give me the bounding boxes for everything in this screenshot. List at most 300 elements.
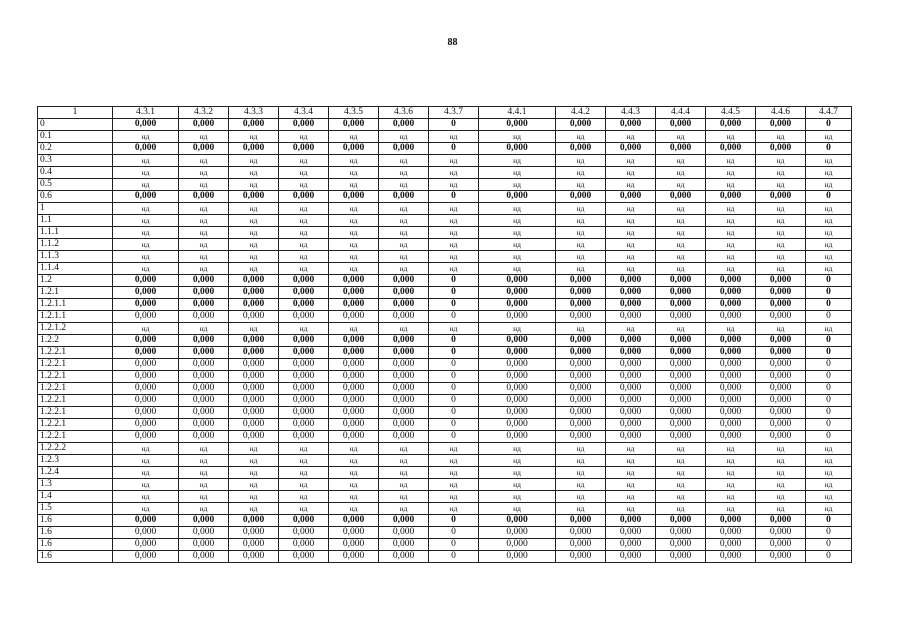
value-cell: нд (179, 215, 229, 227)
value-cell: 0,000 (229, 551, 279, 563)
value-cell: нд (379, 251, 429, 263)
value-cell: 0,000 (479, 419, 556, 431)
value-cell: нд (656, 239, 706, 251)
value-cell: нд (229, 131, 279, 143)
value-cell: 0,000 (656, 275, 706, 287)
value-cell: нд (179, 263, 229, 275)
value-cell: нд (479, 479, 556, 491)
table-row (38, 335, 852, 347)
value-cell: нд (479, 263, 556, 275)
value-cell: 0,000 (556, 287, 606, 299)
value-cell: нд (379, 455, 429, 467)
value-cell: 0,000 (179, 419, 229, 431)
value-cell: 0,000 (756, 551, 806, 563)
value-cell: 0,000 (479, 347, 556, 359)
data-table (37, 106, 852, 563)
value-cell: 0 (429, 431, 479, 443)
value-cell: 0,000 (379, 119, 429, 131)
row-id-cell: 0.5 (38, 179, 113, 191)
value-cell: 0,000 (179, 431, 229, 443)
table-row (38, 323, 852, 335)
value-cell: 0,000 (329, 347, 379, 359)
value-cell: 0,000 (179, 299, 229, 311)
value-cell: нд (379, 131, 429, 143)
table-row (38, 203, 852, 215)
header-cell: 4.3.1 (113, 107, 179, 119)
value-cell: 0,000 (606, 119, 656, 131)
table-row (38, 467, 852, 479)
value-cell: нд (479, 215, 556, 227)
value-cell: 0,000 (479, 287, 556, 299)
value-cell: 0,000 (556, 311, 606, 323)
header-cell: 1 (38, 107, 113, 119)
value-cell: 0,000 (229, 119, 279, 131)
value-cell: нд (479, 179, 556, 191)
value-cell: нд (279, 491, 329, 503)
value-cell: 0,000 (113, 407, 179, 419)
value-cell: 0,000 (113, 335, 179, 347)
value-cell: нд (556, 179, 606, 191)
value-cell: нд (179, 455, 229, 467)
value-cell: нд (556, 455, 606, 467)
value-cell: нд (329, 251, 379, 263)
value-cell: нд (279, 467, 329, 479)
value-cell: 0,000 (113, 539, 179, 551)
value-cell: 0,000 (329, 431, 379, 443)
value-cell: нд (179, 203, 229, 215)
value-cell: нд (606, 227, 656, 239)
value-cell: 0,000 (379, 419, 429, 431)
value-cell: нд (113, 503, 179, 515)
value-cell: нд (656, 455, 706, 467)
value-cell: 0 (806, 119, 852, 131)
value-cell: 0,000 (556, 539, 606, 551)
row-id-cell: 1 (38, 203, 113, 215)
value-cell: 0 (429, 347, 479, 359)
value-cell: 0,000 (706, 191, 756, 203)
value-cell: нд (556, 227, 606, 239)
value-cell: нд (429, 167, 479, 179)
row-id-cell: 1.1.2 (38, 239, 113, 251)
value-cell: 0,000 (656, 119, 706, 131)
value-cell: нд (429, 323, 479, 335)
value-cell: 0,000 (279, 143, 329, 155)
value-cell: нд (806, 503, 852, 515)
value-cell: 0,000 (279, 119, 329, 131)
value-cell: 0,000 (279, 275, 329, 287)
value-cell: нд (806, 179, 852, 191)
value-cell: нд (229, 239, 279, 251)
value-cell: 0,000 (279, 287, 329, 299)
value-cell: 0 (806, 311, 852, 323)
value-cell: нд (379, 503, 429, 515)
value-cell: нд (379, 491, 429, 503)
value-cell: нд (656, 131, 706, 143)
value-cell: нд (556, 203, 606, 215)
value-cell: 0,000 (379, 287, 429, 299)
value-cell: 0,000 (179, 395, 229, 407)
value-cell: 0,000 (329, 119, 379, 131)
value-cell: нд (379, 203, 429, 215)
value-cell: 0,000 (606, 539, 656, 551)
value-cell: нд (179, 443, 229, 455)
value-cell: нд (756, 491, 806, 503)
value-cell: нд (229, 155, 279, 167)
value-cell: 0,000 (656, 515, 706, 527)
value-cell: 0 (429, 407, 479, 419)
value-cell: 0 (806, 359, 852, 371)
row-id-cell: 1.5 (38, 503, 113, 515)
value-cell: 0 (429, 371, 479, 383)
value-cell: нд (656, 167, 706, 179)
value-cell: 0,000 (113, 395, 179, 407)
value-cell: нд (656, 155, 706, 167)
value-cell: нд (229, 323, 279, 335)
value-cell: 0,000 (706, 383, 756, 395)
value-cell: 0,000 (179, 347, 229, 359)
value-cell: 0,000 (279, 383, 329, 395)
value-cell: 0,000 (606, 335, 656, 347)
value-cell: нд (179, 503, 229, 515)
row-id-cell: 1.2.1 (38, 287, 113, 299)
value-cell: нд (556, 323, 606, 335)
value-cell: 0,000 (329, 551, 379, 563)
value-cell: 0,000 (556, 371, 606, 383)
value-cell: нд (706, 323, 756, 335)
value-cell: нд (756, 203, 806, 215)
value-cell: 0 (429, 287, 479, 299)
value-cell: 0,000 (606, 287, 656, 299)
table-row (38, 251, 852, 263)
value-cell: 0,000 (606, 359, 656, 371)
value-cell: 0,000 (113, 311, 179, 323)
value-cell: 0,000 (556, 143, 606, 155)
value-cell: 0,000 (706, 407, 756, 419)
value-cell: нд (379, 227, 429, 239)
value-cell: 0,000 (756, 119, 806, 131)
value-cell: нд (606, 467, 656, 479)
table-row (38, 491, 852, 503)
table-row (38, 227, 852, 239)
value-cell: 0 (806, 335, 852, 347)
value-cell: 0,000 (379, 371, 429, 383)
table-row (38, 431, 852, 443)
value-cell: 0,000 (329, 299, 379, 311)
value-cell: нд (229, 503, 279, 515)
value-cell: 0,000 (479, 371, 556, 383)
value-cell: 0,000 (179, 143, 229, 155)
value-cell: 0,000 (756, 191, 806, 203)
value-cell: нд (229, 167, 279, 179)
value-cell: нд (806, 455, 852, 467)
value-cell: нд (656, 251, 706, 263)
value-cell: 0 (806, 299, 852, 311)
value-cell: 0,000 (656, 395, 706, 407)
table-row (38, 551, 852, 563)
value-cell: нд (279, 167, 329, 179)
value-cell: 0,000 (706, 275, 756, 287)
value-cell: нд (113, 323, 179, 335)
value-cell: 0,000 (556, 431, 606, 443)
value-cell: 0,000 (706, 143, 756, 155)
value-cell: нд (329, 203, 379, 215)
value-cell: 0,000 (379, 515, 429, 527)
value-cell: нд (179, 467, 229, 479)
value-cell: 0,000 (113, 347, 179, 359)
value-cell: 0,000 (479, 407, 556, 419)
value-cell: нд (179, 491, 229, 503)
row-id-cell: 1.6 (38, 515, 113, 527)
header-cell: 4.4.2 (556, 107, 606, 119)
value-cell: 0,000 (113, 371, 179, 383)
value-cell: нд (756, 263, 806, 275)
value-cell: нд (556, 503, 606, 515)
table-row (38, 371, 852, 383)
table-row (38, 215, 852, 227)
row-id-cell: 1.1 (38, 215, 113, 227)
value-cell: нд (606, 167, 656, 179)
value-cell: 0,000 (229, 515, 279, 527)
value-cell: 0,000 (756, 527, 806, 539)
table-row (38, 359, 852, 371)
value-cell: нд (556, 251, 606, 263)
value-cell: 0,000 (279, 371, 329, 383)
value-cell: 0 (806, 539, 852, 551)
value-cell: 0,000 (656, 551, 706, 563)
value-cell: 0,000 (479, 335, 556, 347)
value-cell: 0 (806, 419, 852, 431)
value-cell: 0,000 (606, 275, 656, 287)
value-cell: 0,000 (113, 431, 179, 443)
value-cell: 0,000 (179, 335, 229, 347)
value-cell: 0,000 (756, 383, 806, 395)
value-cell: 0,000 (479, 359, 556, 371)
value-cell: нд (279, 263, 329, 275)
value-cell: 0,000 (756, 539, 806, 551)
value-cell: 0 (429, 143, 479, 155)
value-cell: 0,000 (379, 431, 429, 443)
header-cell: 4.3.7 (429, 107, 479, 119)
row-id-cell: 1.6 (38, 539, 113, 551)
value-cell: 0,000 (479, 515, 556, 527)
value-cell: нд (179, 479, 229, 491)
value-cell: 0,000 (656, 311, 706, 323)
value-cell: 0,000 (113, 419, 179, 431)
row-id-cell: 0.2 (38, 143, 113, 155)
value-cell: нд (379, 239, 429, 251)
value-cell: нд (113, 227, 179, 239)
value-cell: 0,000 (606, 191, 656, 203)
table-row (38, 455, 852, 467)
table-row (38, 443, 852, 455)
value-cell: нд (429, 179, 479, 191)
value-cell: 0,000 (329, 527, 379, 539)
header-cell: 4.3.4 (279, 107, 329, 119)
value-cell: нд (329, 215, 379, 227)
value-cell: нд (656, 491, 706, 503)
value-cell: нд (229, 251, 279, 263)
value-cell: 0,000 (656, 359, 706, 371)
row-id-cell: 1.2.2.1 (38, 395, 113, 407)
value-cell: нд (429, 239, 479, 251)
value-cell: нд (279, 443, 329, 455)
value-cell: 0,000 (656, 527, 706, 539)
value-cell: 0,000 (179, 275, 229, 287)
value-cell: 0,000 (379, 191, 429, 203)
table-header-row (38, 107, 852, 119)
row-id-cell: 1.2.2.1 (38, 383, 113, 395)
value-cell: 0,000 (656, 539, 706, 551)
value-cell: 0,000 (656, 407, 706, 419)
value-cell: нд (113, 239, 179, 251)
value-cell: нд (113, 215, 179, 227)
value-cell: нд (656, 215, 706, 227)
value-cell: нд (479, 239, 556, 251)
value-cell: нд (113, 455, 179, 467)
value-cell: нд (706, 203, 756, 215)
value-cell: 0,000 (329, 287, 379, 299)
value-cell: нд (706, 179, 756, 191)
value-cell: 0,000 (279, 431, 329, 443)
value-cell: нд (113, 479, 179, 491)
value-cell: 0,000 (179, 539, 229, 551)
value-cell: 0,000 (279, 527, 329, 539)
value-cell: 0,000 (479, 527, 556, 539)
header-cell: 4.4.3 (606, 107, 656, 119)
value-cell: нд (279, 179, 329, 191)
value-cell: 0,000 (329, 419, 379, 431)
row-id-cell: 1.6 (38, 551, 113, 563)
value-cell: нд (806, 203, 852, 215)
value-cell: нд (379, 467, 429, 479)
value-cell: нд (113, 179, 179, 191)
value-cell: 0,000 (656, 419, 706, 431)
value-cell: 0 (429, 395, 479, 407)
value-cell: нд (756, 503, 806, 515)
value-cell: нд (706, 503, 756, 515)
value-cell: 0 (429, 299, 479, 311)
row-id-cell: 0.4 (38, 167, 113, 179)
value-cell: 0,000 (229, 419, 279, 431)
value-cell: 0,000 (556, 347, 606, 359)
value-cell: нд (429, 443, 479, 455)
table-row (38, 167, 852, 179)
value-cell: 0,000 (656, 347, 706, 359)
value-cell: нд (756, 455, 806, 467)
value-cell: нд (806, 263, 852, 275)
header-cell: 4.4.7 (806, 107, 852, 119)
row-id-cell: 1.2.1.1 (38, 311, 113, 323)
value-cell: нд (806, 215, 852, 227)
value-cell: нд (706, 239, 756, 251)
value-cell: нд (606, 443, 656, 455)
value-cell: 0,000 (479, 539, 556, 551)
header-cell: 4.3.5 (329, 107, 379, 119)
value-cell: нд (179, 155, 229, 167)
value-cell: нд (756, 179, 806, 191)
value-cell: нд (229, 479, 279, 491)
value-cell: 0,000 (279, 311, 329, 323)
value-cell: 0,000 (279, 407, 329, 419)
value-cell: нд (329, 227, 379, 239)
value-cell: нд (806, 239, 852, 251)
value-cell: нд (279, 479, 329, 491)
value-cell: 0,000 (756, 347, 806, 359)
value-cell: нд (606, 131, 656, 143)
value-cell: нд (279, 239, 329, 251)
value-cell: 0,000 (329, 311, 379, 323)
value-cell: 0,000 (179, 191, 229, 203)
value-cell: 0 (806, 143, 852, 155)
value-cell: 0,000 (556, 299, 606, 311)
table-row (38, 155, 852, 167)
value-cell: 0,000 (606, 311, 656, 323)
value-cell: нд (656, 179, 706, 191)
value-cell: 0 (806, 551, 852, 563)
value-cell: 0,000 (479, 395, 556, 407)
value-cell: 0,000 (113, 119, 179, 131)
value-cell: нд (606, 179, 656, 191)
value-cell: 0,000 (706, 515, 756, 527)
value-cell: 0,000 (113, 299, 179, 311)
value-cell: нд (806, 155, 852, 167)
value-cell: нд (556, 467, 606, 479)
value-cell: нд (606, 263, 656, 275)
value-cell: 0 (429, 539, 479, 551)
value-cell: 0 (429, 275, 479, 287)
value-cell: нд (229, 227, 279, 239)
value-cell: нд (606, 491, 656, 503)
value-cell: 0,000 (279, 347, 329, 359)
value-cell: нд (479, 443, 556, 455)
value-cell: 0,000 (329, 407, 379, 419)
value-cell: нд (429, 131, 479, 143)
value-cell: 0,000 (706, 539, 756, 551)
value-cell: 0,000 (279, 335, 329, 347)
value-cell: нд (556, 215, 606, 227)
value-cell: 0,000 (229, 371, 279, 383)
value-cell: нд (429, 263, 479, 275)
value-cell: нд (756, 131, 806, 143)
value-cell: нд (806, 227, 852, 239)
value-cell: нд (179, 323, 229, 335)
value-cell: 0,000 (706, 419, 756, 431)
value-cell: нд (606, 479, 656, 491)
value-cell: нд (379, 179, 429, 191)
value-cell: нд (329, 455, 379, 467)
value-cell: нд (706, 131, 756, 143)
table-row (38, 239, 852, 251)
value-cell: нд (706, 215, 756, 227)
value-cell: нд (556, 167, 606, 179)
value-cell: 0,000 (706, 287, 756, 299)
value-cell: 0 (429, 383, 479, 395)
value-cell: нд (429, 227, 479, 239)
row-id-cell: 1.2.2.1 (38, 371, 113, 383)
value-cell: 0,000 (756, 395, 806, 407)
row-id-cell: 1.2.2.1 (38, 347, 113, 359)
value-cell: нд (556, 443, 606, 455)
value-cell: 0,000 (379, 335, 429, 347)
row-id-cell: 1.4 (38, 491, 113, 503)
value-cell: нд (706, 491, 756, 503)
value-cell: 0 (429, 119, 479, 131)
value-cell: 0 (429, 359, 479, 371)
value-cell: 0,000 (706, 347, 756, 359)
value-cell: нд (706, 263, 756, 275)
value-cell: 0 (806, 347, 852, 359)
value-cell: нд (429, 251, 479, 263)
